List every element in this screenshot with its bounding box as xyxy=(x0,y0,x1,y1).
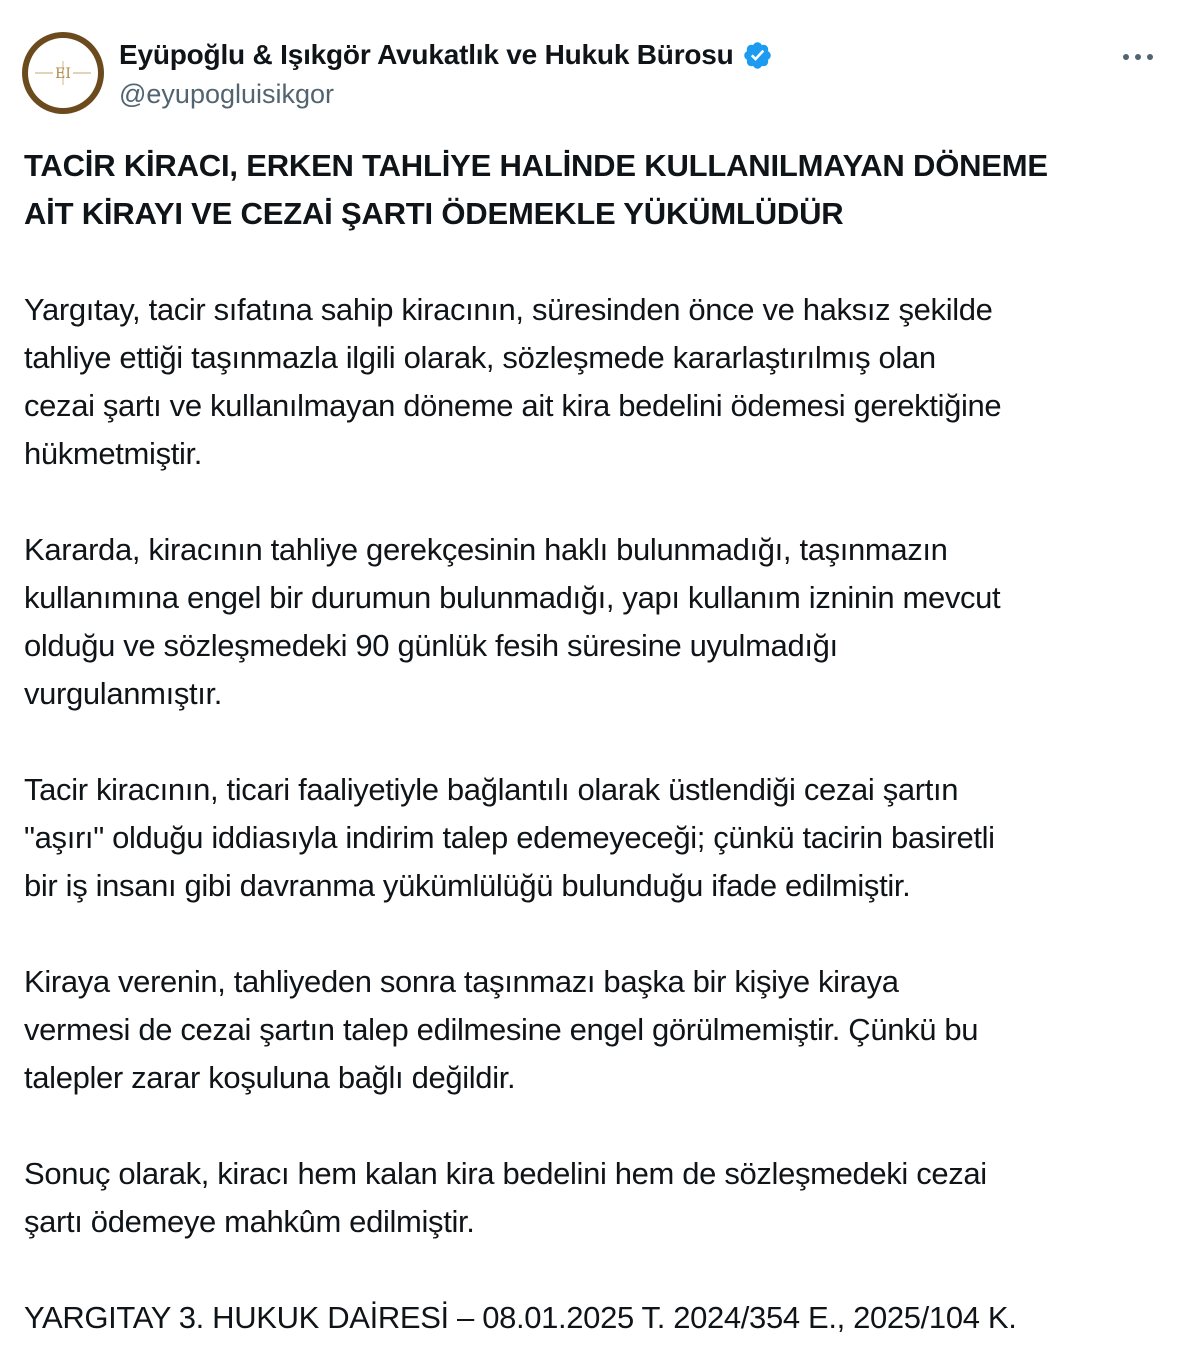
avatar-logo xyxy=(28,38,98,108)
more-horizontal-icon xyxy=(1122,53,1154,61)
tweet-header xyxy=(22,32,1162,116)
paragraph-line: şartı ödemeye mahkûm edilmiştir. xyxy=(24,1204,475,1239)
headline-line-1: TACİR KİRACI, ERKEN TAHLİYE HALİNDE KULLANILMAYAN DÖNEME xyxy=(24,148,1048,183)
author-names xyxy=(119,36,773,110)
paragraph-1 xyxy=(24,286,1169,478)
paragraph-4 xyxy=(24,958,1169,1102)
paragraph-line: cezai şartı ve kullanılmayan döneme ait kira bedelini ödemesi gerektiğine xyxy=(24,388,1002,423)
paragraph-line: vurgulanmıştır. xyxy=(24,676,223,711)
headline-line-2: AİT KİRAYI VE CEZAİ ŞARTI ÖDEMEKLE YÜKÜMLÜDÜR xyxy=(24,196,844,231)
paragraph-line: hükmetmiştir. xyxy=(24,436,203,471)
post-headline xyxy=(24,142,1169,238)
paragraph-line: Yargıtay, tacir sıfatına sahip kiracının, süresinden önce ve haksız şekilde xyxy=(24,292,993,327)
paragraph-line: tahliye ettiği taşınmazla ilgili olarak, sözleşmede kararlaştırılmış olan xyxy=(24,340,936,375)
paragraph-line: vermesi de cezai şartın talep edilmesine engel görülmemiştir. Çünkü bu xyxy=(24,1012,979,1047)
author-handle[interactable]: @eyupogluisikgor xyxy=(119,79,335,109)
paragraph-line: kullanımına engel bir durumun bulunmadığı, yapı kullanım izninin mevcut xyxy=(24,580,1001,615)
court-citation: YARGITAY 3. HUKUK DAİRESİ – 08.01.2025 T. 2024/354 E., 2025/104 K. xyxy=(24,1300,1017,1335)
display-name-row xyxy=(119,36,773,74)
display-name[interactable]: Eyüpoğlu & Işıkgör Avukatlık ve Hukuk Bürosu xyxy=(119,39,734,70)
paragraph-2 xyxy=(24,526,1169,718)
paragraph-line: "aşırı" olduğu iddiasıyla indirim talep edemeyeceği; çünkü tacirin basiretli xyxy=(24,820,995,855)
tweet-text xyxy=(24,142,1169,1342)
paragraph-5 xyxy=(24,1150,1169,1246)
avatar-monogram-icon xyxy=(33,53,93,93)
paragraph-line: olduğu ve sözleşmedeki 90 günlük fesih süresine uyulmadığı xyxy=(24,628,838,663)
paragraph-line: Sonuç olarak, kiracı hem kalan kira bedelini hem de sözleşmedeki cezai xyxy=(24,1156,987,1191)
paragraph-line: Tacir kiracının, ticari faaliyetiyle bağlantılı olarak üstlendiği cezai şartın xyxy=(24,772,959,807)
avatar[interactable] xyxy=(22,32,104,114)
verified-badge-icon[interactable] xyxy=(742,40,773,71)
paragraph-3 xyxy=(24,766,1169,910)
paragraph-line: talepler zarar koşuluna bağlı değildir. xyxy=(24,1060,516,1095)
paragraph-line: bir iş insanı gibi davranma yükümlülüğü bulunduğu ifade edilmiştir. xyxy=(24,868,911,903)
more-options-button[interactable] xyxy=(1118,42,1158,72)
paragraph-line: Kararda, kiracının tahliye gerekçesinin haklı bulunmadığı, taşınmazın xyxy=(24,532,948,567)
paragraph-line: Kiraya verenin, tahliyeden sonra taşınmazı başka bir kişiye kiraya xyxy=(24,964,899,999)
avatar-monogram: EI xyxy=(55,66,71,82)
